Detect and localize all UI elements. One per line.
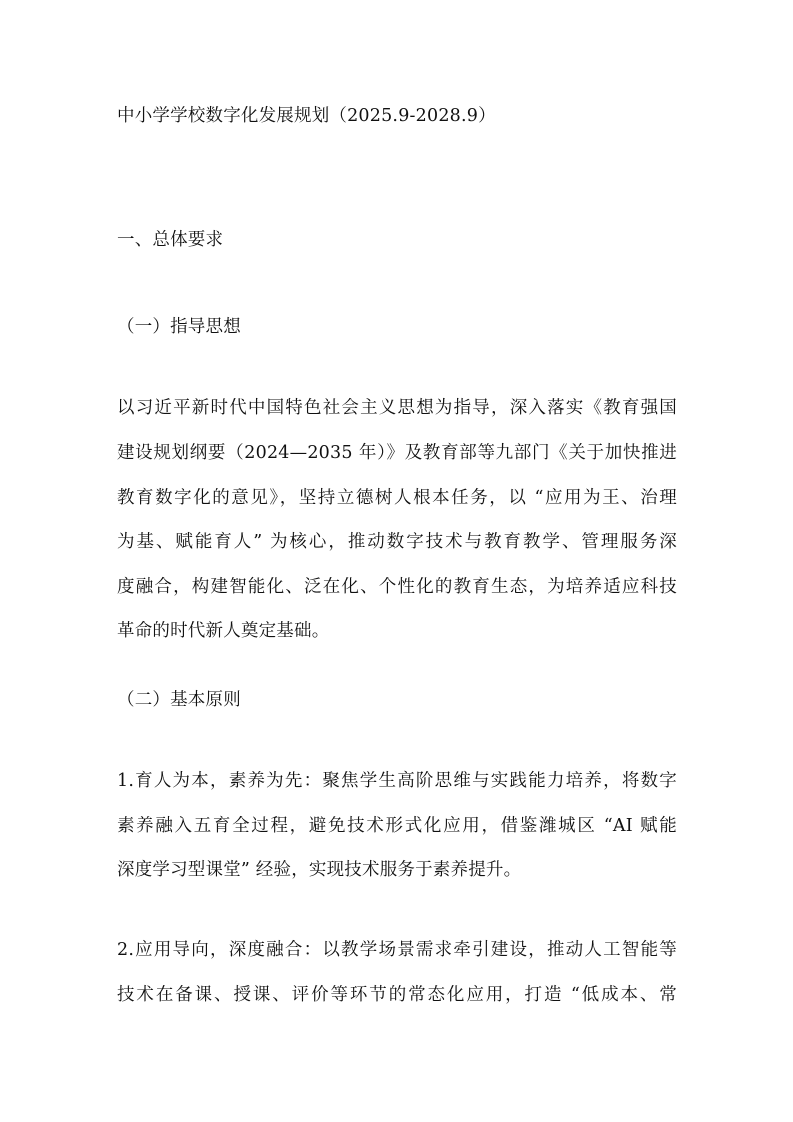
document-title: 中小学学校数字化发展规划（2025.9-2028.9） [117,106,496,126]
principle-1-line: 素养融入五育全过程，避免技术形式化应用，借鉴潍城区 “AI 赋能 [117,816,677,836]
subsection-heading-guiding-ideology: （一）指导思想 [117,317,241,337]
paragraph-line: 教育数字化的意见》，坚持立德树人根本任务，以 “应用为王、治理 [117,488,677,508]
principle-2-line: 技术在备课、授课、评价等环节的常态化应用，打造 “低成本、常 [117,985,677,1005]
paragraph-line: 革命的时代新人奠定基础。 [117,621,330,641]
principle-2-line: 2.应用导向，深度融合：以教学场景需求牵引建设，推动人工智能等 [117,940,677,960]
paragraph-line: 度融合，构建智能化、泛在化、个性化的教育生态，为培养适应科技 [117,577,677,597]
section-heading-overall-requirements: 一、总体要求 [117,230,224,250]
principle-1-line: 1.育人为本，素养为先：聚焦学生高阶思维与实践能力培养，将数字 [117,771,677,791]
paragraph-line: 建设规划纲要（2024—2035 年）》及教育部等九部门《关于加快推进 [117,443,677,463]
paragraph-line: 为基、赋能育人” 为核心，推动数字技术与教育教学、管理服务深 [117,532,677,552]
subsection-heading-basic-principles: （二）基本原则 [117,690,241,710]
principle-1-line: 深度学习型课堂” 经验，实现技术服务于素养提升。 [117,860,522,880]
paragraph-line: 以习近平新时代中国特色社会主义思想为指导，深入落实《教育强国 [117,398,677,418]
